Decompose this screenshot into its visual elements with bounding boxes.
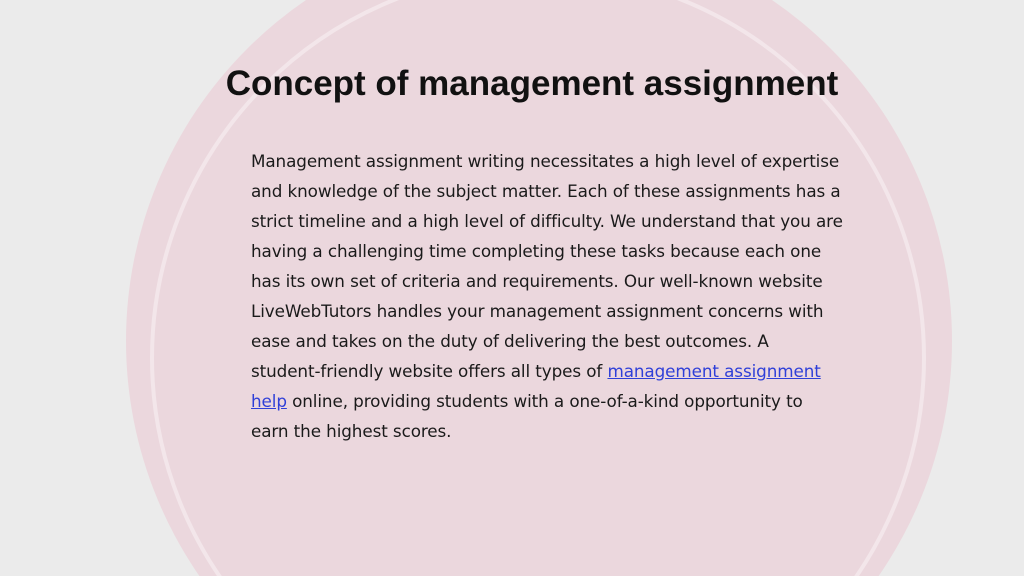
body-paragraph — [251, 146, 843, 446]
paragraph-text-before-link: Management assignment writing necessitates a high level of expertise and knowledge of the subject matter. Each of these assignments has a strict timeline and a high level of difficulty. We understand that you are having a challenging time completing these tasks because each one has its own set of criteria and requirements. Our well-known website LiveWebTutors handles your management assignment concerns with ease and takes on the duty of delivering the best outcomes. A student-friendly website offers all types of — [251, 151, 843, 381]
paragraph-text-after-link: online, providing students with a one-of-a-kind opportunity to earn the highest scores. — [251, 391, 803, 441]
management-assignment-help-link[interactable]: management assignment help — [251, 361, 821, 411]
slide-title: Concept of management assignment — [225, 64, 839, 103]
